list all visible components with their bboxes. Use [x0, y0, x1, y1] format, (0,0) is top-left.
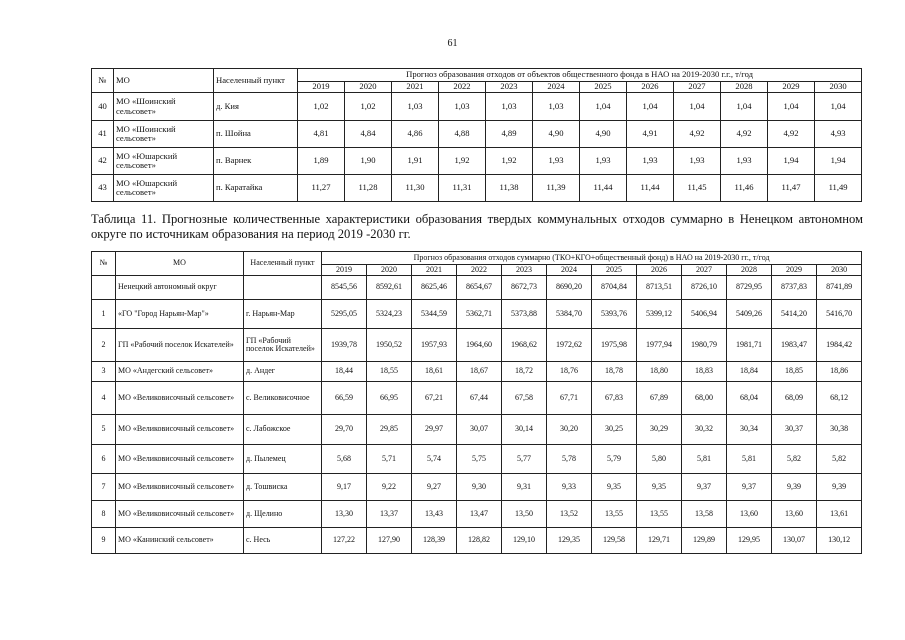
value-cell: 1983,47 — [772, 329, 817, 362]
mo-cell: МО «Андегский сельсовет» — [116, 362, 244, 382]
mo-cell: МО «Великовисочный сельсовет» — [116, 382, 244, 415]
value-cell: 8545,56 — [322, 276, 367, 300]
table-row — [92, 382, 862, 415]
table-row — [92, 445, 862, 474]
value-cell: 5,81 — [727, 445, 772, 474]
value-cell: 129,35 — [547, 528, 592, 554]
mo-cell: МО «Великовисочный сельсовет» — [116, 415, 244, 445]
value-cell: 1,94 — [768, 148, 815, 175]
value-cell: 1972,62 — [547, 329, 592, 362]
value-cell: 18,85 — [772, 362, 817, 382]
value-cell: 1,93 — [533, 148, 580, 175]
table-row — [92, 501, 862, 528]
table-row — [92, 93, 862, 121]
value-cell: 5393,76 — [592, 300, 637, 329]
value-cell: 11,49 — [815, 175, 862, 202]
value-cell: 9,31 — [502, 474, 547, 501]
value-cell: 5,82 — [817, 445, 862, 474]
row-number-cell: 8 — [92, 501, 116, 528]
value-cell: 1,04 — [627, 93, 674, 121]
value-cell: 4,86 — [392, 121, 439, 148]
value-cell: 1,91 — [392, 148, 439, 175]
mo-cell: МО «Великовисочный сельсовет» — [116, 501, 244, 528]
mo-cell: МО «Шоинский сельсовет» — [114, 121, 214, 148]
year-header-cell: 2028 — [727, 265, 772, 276]
value-cell: 1975,98 — [592, 329, 637, 362]
value-cell: 18,86 — [817, 362, 862, 382]
value-cell: 9,17 — [322, 474, 367, 501]
value-cell: 18,61 — [412, 362, 457, 382]
value-cell: 1980,79 — [682, 329, 727, 362]
page-number: 61 — [447, 38, 458, 49]
table-row — [92, 175, 862, 202]
settlement-cell: д. Тошвиска — [244, 474, 322, 501]
value-cell: 5373,88 — [502, 300, 547, 329]
value-cell: 1957,93 — [412, 329, 457, 362]
col-header-settlement: Населенный пункт — [244, 252, 322, 276]
value-cell: 4,92 — [721, 121, 768, 148]
year-header-cell: 2025 — [592, 265, 637, 276]
value-cell: 13,58 — [682, 501, 727, 528]
table-caption: Таблица 11. Прогнозные количественные характеристики образования твердых коммунальных отходов суммарно в Ненецком автономном округе по источникам образования на период 2019 -2030 гг. — [91, 212, 863, 241]
value-cell: 8654,67 — [457, 276, 502, 300]
row-number-cell: 6 — [92, 445, 116, 474]
row-number-cell: 40 — [92, 93, 114, 121]
value-cell: 68,04 — [727, 382, 772, 415]
value-cell: 5,82 — [772, 445, 817, 474]
mo-cell: МО «Великовисочный сельсовет» — [116, 474, 244, 501]
value-cell: 29,97 — [412, 415, 457, 445]
value-cell: 8729,95 — [727, 276, 772, 300]
value-cell: 9,30 — [457, 474, 502, 501]
value-cell: 5324,23 — [367, 300, 412, 329]
year-header-cell: 2028 — [721, 82, 768, 93]
year-header-cell: 2020 — [345, 82, 392, 93]
mo-cell: МО «Юшарский сельсовет» — [114, 175, 214, 202]
value-cell: 13,43 — [412, 501, 457, 528]
value-cell: 13,30 — [322, 501, 367, 528]
table-row — [92, 276, 862, 300]
value-cell: 4,81 — [298, 121, 345, 148]
value-cell: 128,39 — [412, 528, 457, 554]
col-header-num: № — [92, 252, 116, 276]
value-cell: 9,35 — [637, 474, 682, 501]
value-cell: 11,27 — [298, 175, 345, 202]
value-cell: 30,25 — [592, 415, 637, 445]
settlement-cell: с. Несь — [244, 528, 322, 554]
value-cell: 67,21 — [412, 382, 457, 415]
settlement-cell: с. Лабожское — [244, 415, 322, 445]
value-cell: 9,37 — [682, 474, 727, 501]
year-header-cell: 2022 — [457, 265, 502, 276]
value-cell: 1,04 — [768, 93, 815, 121]
settlement-cell: г. Нарьян-Мар — [244, 300, 322, 329]
value-cell: 4,88 — [439, 121, 486, 148]
value-cell: 18,55 — [367, 362, 412, 382]
value-cell: 8726,10 — [682, 276, 727, 300]
value-cell: 67,44 — [457, 382, 502, 415]
value-cell: 66,59 — [322, 382, 367, 415]
year-header-cell: 2022 — [439, 82, 486, 93]
value-cell: 4,89 — [486, 121, 533, 148]
value-cell: 11,47 — [768, 175, 815, 202]
table-row — [92, 300, 862, 329]
value-cell: 1,04 — [674, 93, 721, 121]
value-cell: 5416,70 — [817, 300, 862, 329]
settlement-cell: д. Щелино — [244, 501, 322, 528]
value-cell: 1,04 — [580, 93, 627, 121]
value-cell: 13,61 — [817, 501, 862, 528]
value-cell: 1,93 — [674, 148, 721, 175]
value-cell: 4,92 — [768, 121, 815, 148]
value-cell: 5384,70 — [547, 300, 592, 329]
value-cell: 8713,51 — [637, 276, 682, 300]
row-number-cell: 9 — [92, 528, 116, 554]
value-cell: 11,45 — [674, 175, 721, 202]
col-header-settlement: Населенный пункт — [214, 69, 298, 93]
value-cell: 1,03 — [392, 93, 439, 121]
value-cell: 18,44 — [322, 362, 367, 382]
value-cell: 9,27 — [412, 474, 457, 501]
waste-forecast-public-fund-table — [91, 68, 862, 202]
value-cell: 67,58 — [502, 382, 547, 415]
row-number-cell — [92, 276, 116, 300]
value-cell: 4,93 — [815, 121, 862, 148]
value-cell: 4,91 — [627, 121, 674, 148]
value-cell: 4,90 — [580, 121, 627, 148]
year-header-cell: 2021 — [392, 82, 439, 93]
value-cell: 9,39 — [817, 474, 862, 501]
value-cell: 30,20 — [547, 415, 592, 445]
year-header-cell: 2021 — [412, 265, 457, 276]
value-cell: 4,90 — [533, 121, 580, 148]
value-cell: 18,72 — [502, 362, 547, 382]
table-row — [92, 362, 862, 382]
value-cell: 129,71 — [637, 528, 682, 554]
value-cell: 11,39 — [533, 175, 580, 202]
value-cell: 13,55 — [592, 501, 637, 528]
value-cell: 13,60 — [772, 501, 817, 528]
value-cell: 66,95 — [367, 382, 412, 415]
value-cell: 1,92 — [486, 148, 533, 175]
value-cell: 5362,71 — [457, 300, 502, 329]
value-cell: 129,58 — [592, 528, 637, 554]
value-cell: 1,89 — [298, 148, 345, 175]
col-header-num: № — [92, 69, 114, 93]
value-cell: 1939,78 — [322, 329, 367, 362]
settlement-cell: п. Шойна — [214, 121, 298, 148]
row-number-cell: 2 — [92, 329, 116, 362]
year-header-cell: 2030 — [815, 82, 862, 93]
year-header-cell: 2025 — [580, 82, 627, 93]
value-cell: 129,95 — [727, 528, 772, 554]
value-cell: 68,00 — [682, 382, 727, 415]
mo-cell: МО «Канинский сельсовет» — [116, 528, 244, 554]
row-number-cell: 4 — [92, 382, 116, 415]
value-cell: 5399,12 — [637, 300, 682, 329]
waste-forecast-total-table — [91, 251, 862, 554]
value-cell: 13,47 — [457, 501, 502, 528]
value-cell: 130,07 — [772, 528, 817, 554]
value-cell: 9,33 — [547, 474, 592, 501]
value-cell: 30,32 — [682, 415, 727, 445]
value-cell: 29,85 — [367, 415, 412, 445]
value-cell: 5,74 — [412, 445, 457, 474]
value-cell: 11,38 — [486, 175, 533, 202]
table-row — [92, 329, 862, 362]
value-cell: 1984,42 — [817, 329, 862, 362]
value-cell: 1,04 — [815, 93, 862, 121]
value-cell: 18,80 — [637, 362, 682, 382]
value-cell: 8690,20 — [547, 276, 592, 300]
value-cell: 5,75 — [457, 445, 502, 474]
table-row — [92, 415, 862, 445]
value-cell: 67,83 — [592, 382, 637, 415]
value-cell: 5,81 — [682, 445, 727, 474]
year-header-cell: 2023 — [486, 82, 533, 93]
value-cell: 9,39 — [772, 474, 817, 501]
value-cell: 9,35 — [592, 474, 637, 501]
value-cell: 5,71 — [367, 445, 412, 474]
value-cell: 1,03 — [439, 93, 486, 121]
value-cell: 8741,89 — [817, 276, 862, 300]
settlement-cell: п. Варнек — [214, 148, 298, 175]
year-header-cell: 2027 — [674, 82, 721, 93]
value-cell: 1950,52 — [367, 329, 412, 362]
value-cell: 1964,60 — [457, 329, 502, 362]
value-cell: 11,44 — [580, 175, 627, 202]
value-cell: 5295,05 — [322, 300, 367, 329]
value-cell: 1,93 — [721, 148, 768, 175]
table-header-row — [92, 252, 862, 265]
value-cell: 18,76 — [547, 362, 592, 382]
year-header-cell: 2029 — [768, 82, 815, 93]
value-cell: 5,77 — [502, 445, 547, 474]
value-cell: 11,46 — [721, 175, 768, 202]
year-header-cell: 2019 — [298, 82, 345, 93]
value-cell: 130,12 — [817, 528, 862, 554]
settlement-cell: с. Великовисочное — [244, 382, 322, 415]
col-header-forecast: Прогноз образования отходов от объектов общественного фонда в НАО на 2019-2030 г.г., т/год — [298, 69, 862, 82]
year-header-cell: 2029 — [772, 265, 817, 276]
year-header-cell: 2024 — [533, 82, 580, 93]
value-cell: 1,03 — [486, 93, 533, 121]
row-number-cell: 43 — [92, 175, 114, 202]
year-header-cell: 2023 — [502, 265, 547, 276]
row-number-cell: 41 — [92, 121, 114, 148]
value-cell: 5,80 — [637, 445, 682, 474]
value-cell: 5344,59 — [412, 300, 457, 329]
mo-cell: МО «Великовисочный сельсовет» — [116, 445, 244, 474]
value-cell: 18,78 — [592, 362, 637, 382]
value-cell: 11,28 — [345, 175, 392, 202]
value-cell: 13,37 — [367, 501, 412, 528]
value-cell: 18,84 — [727, 362, 772, 382]
value-cell: 68,12 — [817, 382, 862, 415]
settlement-cell: ГП «Рабочий поселок Искателей» — [244, 329, 322, 362]
mo-cell: «ГО "Город Нарьян-Мар"» — [116, 300, 244, 329]
settlement-cell — [244, 276, 322, 300]
value-cell: 1,03 — [533, 93, 580, 121]
value-cell: 13,50 — [502, 501, 547, 528]
year-header-cell: 2027 — [682, 265, 727, 276]
value-cell: 1,04 — [721, 93, 768, 121]
table-row — [92, 121, 862, 148]
value-cell: 5,79 — [592, 445, 637, 474]
value-cell: 13,55 — [637, 501, 682, 528]
year-header-cell: 2026 — [637, 265, 682, 276]
value-cell: 128,82 — [457, 528, 502, 554]
mo-cell: МО «Шоинский сельсовет» — [114, 93, 214, 121]
value-cell: 9,22 — [367, 474, 412, 501]
value-cell: 30,34 — [727, 415, 772, 445]
mo-cell: ГП «Рабочий поселок Искателей» — [116, 329, 244, 362]
value-cell: 29,70 — [322, 415, 367, 445]
year-header-cell: 2026 — [627, 82, 674, 93]
value-cell: 1,93 — [627, 148, 674, 175]
value-cell: 1981,71 — [727, 329, 772, 362]
value-cell: 1,02 — [298, 93, 345, 121]
value-cell: 5406,94 — [682, 300, 727, 329]
value-cell: 4,84 — [345, 121, 392, 148]
settlement-cell: д. Кия — [214, 93, 298, 121]
row-number-cell: 1 — [92, 300, 116, 329]
value-cell: 8704,84 — [592, 276, 637, 300]
col-header-forecast: Прогноз образования отходов суммарно (ТКО+КГО+общественный фонд) в НАО на 2019-2030 гг., т/год — [322, 252, 862, 265]
value-cell: 1968,62 — [502, 329, 547, 362]
value-cell: 1,90 — [345, 148, 392, 175]
value-cell: 4,92 — [674, 121, 721, 148]
value-cell: 5414,20 — [772, 300, 817, 329]
value-cell: 18,83 — [682, 362, 727, 382]
value-cell: 5,78 — [547, 445, 592, 474]
value-cell: 30,07 — [457, 415, 502, 445]
value-cell: 11,31 — [439, 175, 486, 202]
value-cell: 129,89 — [682, 528, 727, 554]
value-cell: 67,71 — [547, 382, 592, 415]
table-row — [92, 528, 862, 554]
year-header-cell: 2024 — [547, 265, 592, 276]
table-row — [92, 474, 862, 501]
value-cell: 8737,83 — [772, 276, 817, 300]
value-cell: 30,29 — [637, 415, 682, 445]
value-cell: 30,14 — [502, 415, 547, 445]
year-header-cell: 2019 — [322, 265, 367, 276]
value-cell: 1977,94 — [637, 329, 682, 362]
year-header-cell: 2030 — [817, 265, 862, 276]
value-cell: 11,30 — [392, 175, 439, 202]
value-cell: 1,93 — [580, 148, 627, 175]
table-header-row — [92, 69, 862, 82]
value-cell: 13,52 — [547, 501, 592, 528]
row-number-cell: 7 — [92, 474, 116, 501]
value-cell: 8672,73 — [502, 276, 547, 300]
row-number-cell: 3 — [92, 362, 116, 382]
value-cell: 30,38 — [817, 415, 862, 445]
settlement-cell: д. Андег — [244, 362, 322, 382]
value-cell: 5,68 — [322, 445, 367, 474]
col-header-mo: МО — [116, 252, 244, 276]
value-cell: 5409,26 — [727, 300, 772, 329]
year-header-cell: 2020 — [367, 265, 412, 276]
value-cell: 11,44 — [627, 175, 674, 202]
value-cell: 18,67 — [457, 362, 502, 382]
value-cell: 1,02 — [345, 93, 392, 121]
mo-cell: МО «Юшарский сельсовет» — [114, 148, 214, 175]
value-cell: 8625,46 — [412, 276, 457, 300]
value-cell: 1,94 — [815, 148, 862, 175]
value-cell: 9,37 — [727, 474, 772, 501]
value-cell: 67,89 — [637, 382, 682, 415]
mo-cell: Ненецкий автономный округ — [116, 276, 244, 300]
row-number-cell: 5 — [92, 415, 116, 445]
value-cell: 127,22 — [322, 528, 367, 554]
col-header-mo: МО — [114, 69, 214, 93]
row-number-cell: 42 — [92, 148, 114, 175]
value-cell: 30,37 — [772, 415, 817, 445]
value-cell: 13,60 — [727, 501, 772, 528]
value-cell: 129,10 — [502, 528, 547, 554]
settlement-cell: д. Пылемец — [244, 445, 322, 474]
table-row — [92, 148, 862, 175]
value-cell: 127,90 — [367, 528, 412, 554]
value-cell: 68,09 — [772, 382, 817, 415]
settlement-cell: п. Каратайка — [214, 175, 298, 202]
value-cell: 8592,61 — [367, 276, 412, 300]
value-cell: 1,92 — [439, 148, 486, 175]
